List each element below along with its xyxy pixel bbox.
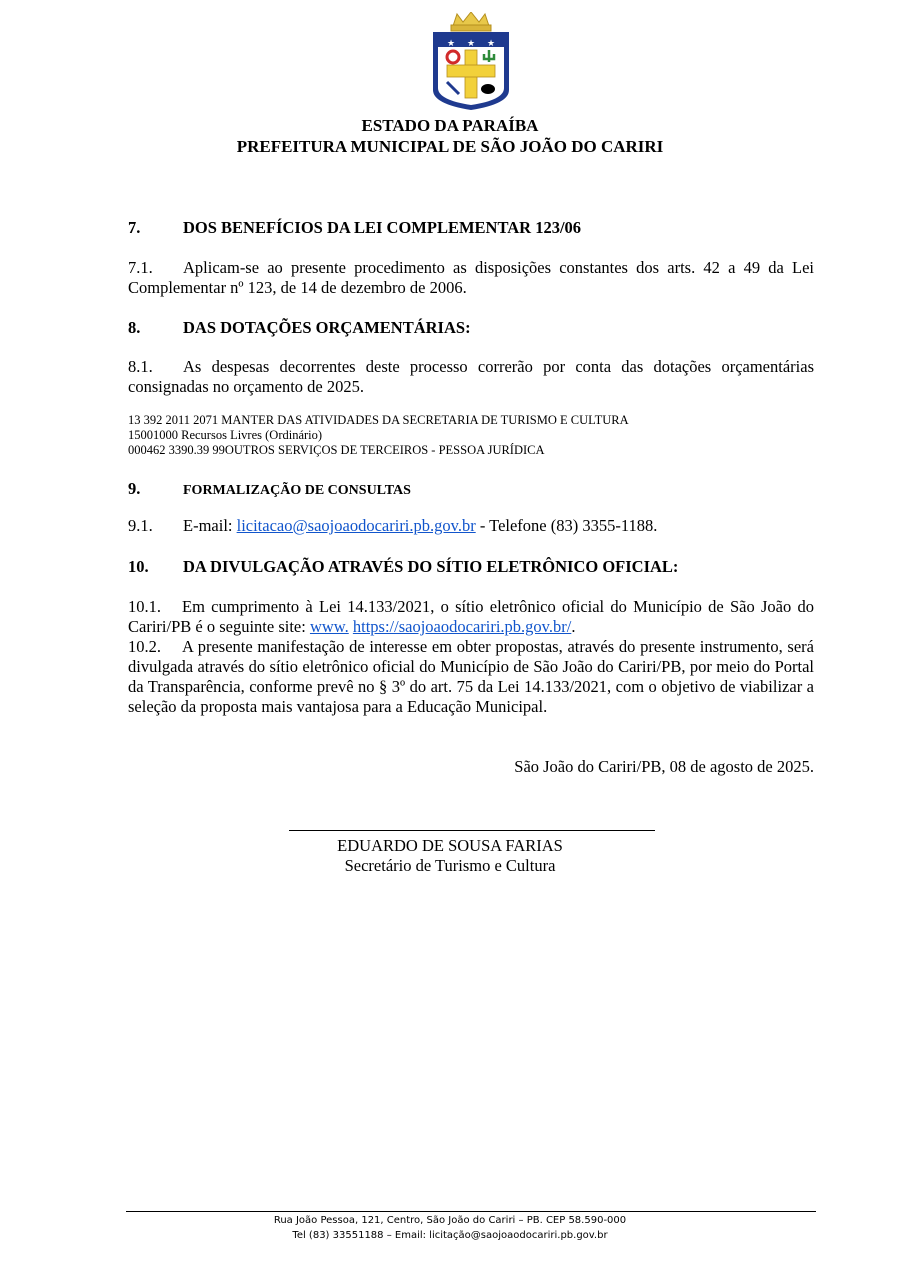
- paragraph-number: 10.2.: [128, 637, 161, 656]
- section-title: FORMALIZAÇÃO DE CONSULTAS: [183, 483, 411, 498]
- period: .: [571, 617, 576, 636]
- paragraph-text: As despesas decorrentes deste processo correrão por conta das dotações orçamentárias consignadas no orçamento de 2025.: [128, 357, 814, 396]
- paragraph-7-1: [128, 258, 814, 298]
- budget-line: 000462 3390.39 99OUTROS SERVIÇOS DE TERCEIROS - PESSOA JURÍDICA: [128, 443, 545, 457]
- budget-allocation: [128, 413, 629, 458]
- state-heading: ESTADO DA PARAÍBA: [361, 116, 539, 135]
- email-link[interactable]: licitacao@saojoaodocariri.pb.gov.br: [236, 516, 476, 535]
- signatory-role: Secretário de Turismo e Cultura: [344, 856, 556, 875]
- section-title: DAS DOTAÇÕES ORÇAMENTÁRIAS:: [183, 318, 471, 337]
- paragraph-10-1: [128, 597, 814, 637]
- signature-line: [289, 830, 655, 831]
- paragraph-number: 8.1.: [128, 357, 153, 376]
- footer-contact: Tel (83) 33551188 – Email: licitação@saojoaodocariri.pb.gov.br: [292, 1230, 608, 1241]
- place-date: São João do Cariri/PB, 08 de agosto de 2025.: [514, 757, 814, 776]
- section-number: 8.: [128, 318, 141, 337]
- paragraph-number: 9.1.: [128, 516, 153, 535]
- paragraph-10-2: [128, 637, 814, 717]
- section-number: 9.: [128, 479, 141, 498]
- svg-text:★: ★: [467, 39, 476, 49]
- website-link[interactable]: https://saojoaodocariri.pb.gov.br/: [352, 617, 572, 636]
- paragraph-9-1: [128, 516, 814, 536]
- paragraph-text: Em cumprimento à Lei 14.133/2021, o sítio eletrônico oficial do Município de São João do Cariri/PB é o seguinte site:: [128, 597, 814, 636]
- paragraph-number: 7.1.: [128, 258, 153, 277]
- phone-text: - Telefone (83) 3355-1188.: [475, 516, 658, 535]
- footer-divider: [126, 1211, 816, 1212]
- section-9-heading: [128, 479, 411, 499]
- signatory-name: EDUARDO DE SOUSA FARIAS: [337, 836, 563, 855]
- website-link-www[interactable]: www.: [309, 617, 349, 636]
- footer-address: Rua João Pessoa, 121, Centro, São João do Cariri – PB. CEP 58.590-000: [273, 1215, 627, 1226]
- budget-line: 15001000 Recursos Livres (Ordinário): [128, 428, 323, 442]
- section-number: 10.: [128, 557, 149, 576]
- paragraph-text: A presente manifestação de interesse em obter propostas, através do presente instrumento, será divulgada através do sítio eletrônico oficial do Município de São João do Cariri/PB, por meio do Portal da Transparência, conforme prevê no § 3º do art. 75 da Lei 14.133/2021, com o objetivo de viabilizar a seleção da proposta mais vantajosa para a Educação Municipal.: [128, 637, 814, 716]
- municipality-heading: PREFEITURA MUNICIPAL DE SÃO JOÃO DO CARIRI: [236, 137, 664, 156]
- paragraph-number: 10.1.: [128, 597, 161, 616]
- svg-text:★: ★: [487, 39, 496, 49]
- section-10-heading: [128, 557, 678, 577]
- paragraph-text: Aplicam-se ao presente procedimento as disposições constantes dos arts. 42 a 49 da Lei Complementar nº 123, de 14 de dezembro de 2006.: [128, 258, 814, 297]
- section-number: 7.: [128, 218, 141, 237]
- section-title: DOS BENEFÍCIOS DA LEI COMPLEMENTAR 123/06: [183, 218, 582, 237]
- svg-text:★: ★: [447, 39, 456, 49]
- budget-line: 13 392 2011 2071 MANTER DAS ATIVIDADES DA SECRETARIA DE TURISMO E CULTURA: [128, 413, 629, 427]
- paragraph-8-1: [128, 357, 814, 397]
- email-label: E-mail:: [183, 516, 237, 535]
- section-8-heading: [128, 318, 471, 338]
- municipal-coat-of-arms: [429, 12, 513, 112]
- section-7-heading: [128, 218, 581, 238]
- section-title: DA DIVULGAÇÃO ATRAVÉS DO SÍTIO ELETRÔNICO OFICIAL:: [183, 557, 679, 576]
